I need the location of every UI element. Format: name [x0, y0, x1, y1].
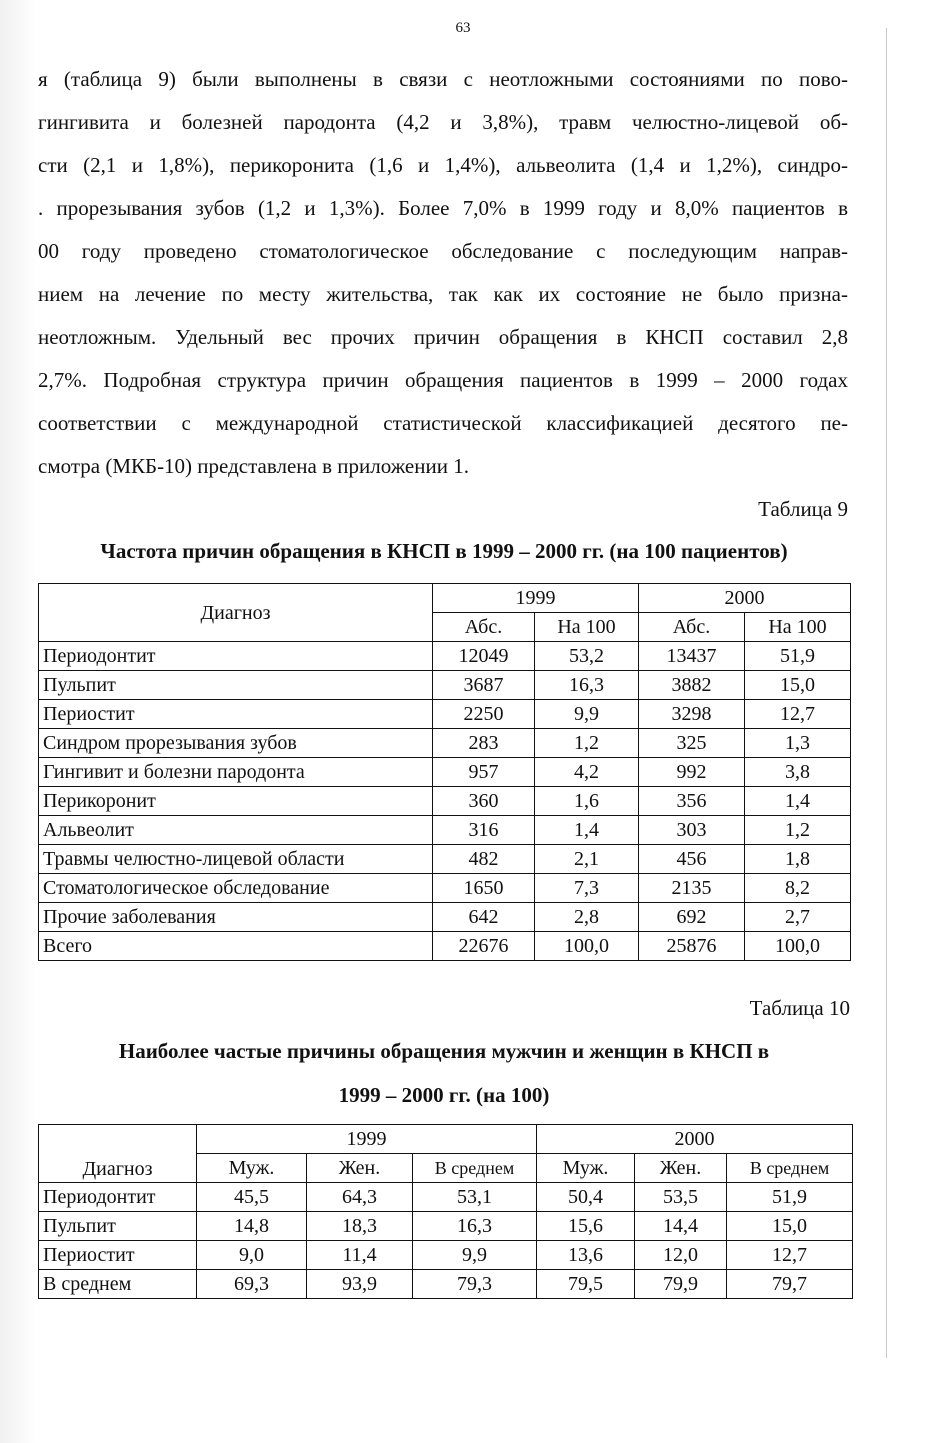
table9-diagnosis-cell: Травмы челюстно-лицевой области: [39, 845, 433, 874]
table9-value-cell: 1,2: [745, 816, 851, 845]
table10-value-cell: 14,4: [635, 1212, 727, 1241]
table9-value-cell: 3298: [639, 700, 745, 729]
table9-value-cell: 15,0: [745, 671, 851, 700]
table9-row: [39, 671, 851, 700]
table9-value-cell: 22676: [433, 932, 535, 961]
table9-value-cell: 8,2: [745, 874, 851, 903]
table9-value-cell: 316: [433, 816, 535, 845]
table9-value-cell: 25876: [639, 932, 745, 961]
table9-subheader: Абс.: [433, 613, 535, 642]
table10-year-2000: 2000: [537, 1125, 853, 1154]
scan-edge-shadow: [0, 0, 36, 1443]
table9-value-cell: 7,3: [535, 874, 639, 903]
table9-title: Частота причин обращения в КНСП в 1999 – 2000 гг. (на 100 пациентов): [100, 539, 788, 563]
table10-value-cell: 79,9: [635, 1270, 727, 1299]
table9-value-cell: 100,0: [535, 932, 639, 961]
table10-diag-header: Диагноз: [39, 1125, 197, 1183]
table10-value-cell: 51,9: [727, 1183, 853, 1212]
table10-title-line1: Наиболее частые причины обращения мужчин и женщин в КНСП в: [118, 1039, 770, 1063]
table10-value-cell: 14,8: [197, 1212, 307, 1241]
table10-value-cell: 11,4: [307, 1241, 413, 1270]
text-line: соответствии с международной статистической классификацией десятого пе-: [38, 411, 848, 435]
table9-value-cell: 642: [433, 903, 535, 932]
table9-value-cell: 692: [639, 903, 745, 932]
table9-value-cell: 1,6: [535, 787, 639, 816]
table9-row: [39, 903, 851, 932]
table10-row: [39, 1270, 853, 1299]
table10-year-1999: 1999: [197, 1125, 537, 1154]
table10-subheader: В среднем: [727, 1154, 853, 1183]
table9-diagnosis-cell: Прочие заболевания: [39, 903, 433, 932]
text-line: нием на лечение по месту жительства, так как их состояние не было призна-: [38, 282, 848, 306]
table9-diagnosis-cell: Гингивит и болезни пародонта: [39, 758, 433, 787]
table9-diagnosis-cell: Периостит: [39, 700, 433, 729]
table9-row: [39, 874, 851, 903]
table9-row: [39, 758, 851, 787]
table10-value-cell: 69,3: [197, 1270, 307, 1299]
table10-row: [39, 1241, 853, 1270]
table9-value-cell: 356: [639, 787, 745, 816]
table10-diagnosis-cell: Пульпит: [39, 1212, 197, 1241]
table10-subheader: Жен.: [635, 1154, 727, 1183]
table9-value-cell: 456: [639, 845, 745, 874]
table10-header-row: [39, 1125, 853, 1154]
table9-year-2000: 2000: [639, 584, 851, 613]
text-line: 2,7%. Подробная структура причин обращения пациентов в 1999 – 2000 годах: [38, 368, 848, 392]
table9-value-cell: 16,3: [535, 671, 639, 700]
scan-margin-line: [886, 28, 887, 1358]
table10-value-cell: 12,0: [635, 1241, 727, 1270]
table9-value-cell: 360: [433, 787, 535, 816]
table9-label: Таблица 9: [758, 497, 848, 521]
table9-diagnosis-cell: Пульпит: [39, 671, 433, 700]
table10-value-cell: 79,3: [413, 1270, 537, 1299]
table9-row: [39, 700, 851, 729]
table9-value-cell: 53,2: [535, 642, 639, 671]
table10-subheader: Муж.: [537, 1154, 635, 1183]
table9-value-cell: 13437: [639, 642, 745, 671]
table10-value-cell: 13,6: [537, 1241, 635, 1270]
table9-value-cell: 100,0: [745, 932, 851, 961]
table9-diagnosis-cell: Всего: [39, 932, 433, 961]
table9-row: [39, 787, 851, 816]
text-line: я (таблица 9) были выполнены в связи с неотложными состояниями по пово-: [38, 67, 848, 91]
table9-value-cell: 482: [433, 845, 535, 874]
table9-value-cell: 1,4: [745, 787, 851, 816]
table10: [38, 1124, 853, 1299]
table10-value-cell: 53,5: [635, 1183, 727, 1212]
table9-year-1999: 1999: [433, 584, 639, 613]
table9-subheader: На 100: [535, 613, 639, 642]
table10-diagnosis-cell: Периодонтит: [39, 1183, 197, 1212]
table9-value-cell: 957: [433, 758, 535, 787]
table9-value-cell: 51,9: [745, 642, 851, 671]
table10-diagnosis-cell: В среднем: [39, 1270, 197, 1299]
table10-value-cell: 12,7: [727, 1241, 853, 1270]
text-line: . прорезывания зубов (1,2 и 1,3%). Более 7,0% в 1999 году и 8,0% пациентов в: [38, 196, 848, 220]
text-line: гингивита и болезней пародонта (4,2 и 3,8%), травм челюстно-лицевой об-: [38, 110, 848, 134]
table10-value-cell: 50,4: [537, 1183, 635, 1212]
table9-row: [39, 932, 851, 961]
table9-value-cell: 12,7: [745, 700, 851, 729]
table9-diagnosis-cell: Альвеолит: [39, 816, 433, 845]
table9-value-cell: 3687: [433, 671, 535, 700]
table9-value-cell: 992: [639, 758, 745, 787]
table9-value-cell: 2250: [433, 700, 535, 729]
page-number: 63: [455, 20, 471, 36]
table9-row: [39, 729, 851, 758]
table9-value-cell: 1650: [433, 874, 535, 903]
table10-value-cell: 93,9: [307, 1270, 413, 1299]
table9-diagnosis-cell: Стоматологическое обследование: [39, 874, 433, 903]
table9-body: [39, 642, 851, 961]
table9-value-cell: 325: [639, 729, 745, 758]
table9-diagnosis-cell: Перикоронит: [39, 787, 433, 816]
table10-value-cell: 15,6: [537, 1212, 635, 1241]
table9-value-cell: 1,3: [745, 729, 851, 758]
text-line: смотра (МКБ-10) представлена в приложении 1.: [38, 454, 469, 478]
table9-value-cell: 2,1: [535, 845, 639, 874]
table9-row: [39, 642, 851, 671]
body-paragraph: [38, 58, 848, 488]
table10-value-cell: 9,9: [413, 1241, 537, 1270]
table10-value-cell: 79,5: [537, 1270, 635, 1299]
table9-subheader: На 100: [745, 613, 851, 642]
table9-diagnosis-cell: Синдром прорезывания зубов: [39, 729, 433, 758]
table9: [38, 583, 851, 961]
table10-value-cell: 45,5: [197, 1183, 307, 1212]
table10-label: Таблица 10: [749, 996, 850, 1020]
table10-row: [39, 1183, 853, 1212]
table9-value-cell: 12049: [433, 642, 535, 671]
table10-row: [39, 1212, 853, 1241]
table10-value-cell: 64,3: [307, 1183, 413, 1212]
table10-subheader: В среднем: [413, 1154, 537, 1183]
text-line: 00 году проведено стоматологическое обследование с последующим направ-: [38, 239, 848, 263]
table9-value-cell: 1,8: [745, 845, 851, 874]
table9-value-cell: 3,8: [745, 758, 851, 787]
table9-value-cell: 303: [639, 816, 745, 845]
table10-value-cell: 53,1: [413, 1183, 537, 1212]
table9-value-cell: 1,4: [535, 816, 639, 845]
table9-value-cell: 283: [433, 729, 535, 758]
table9-value-cell: 4,2: [535, 758, 639, 787]
table9-value-cell: 1,2: [535, 729, 639, 758]
table10-value-cell: 16,3: [413, 1212, 537, 1241]
table9-diag-header: Диагноз: [39, 584, 433, 642]
table9-diagnosis-cell: Периодонтит: [39, 642, 433, 671]
table9-value-cell: 2,8: [535, 903, 639, 932]
table10-body: [39, 1183, 853, 1299]
table10-value-cell: 9,0: [197, 1241, 307, 1270]
text-line: неотложным. Удельный вес прочих причин обращения в КНСП составил 2,8: [38, 325, 848, 349]
table10-title-line2: 1999 – 2000 гг. (на 100): [338, 1083, 550, 1107]
table9-value-cell: 9,9: [535, 700, 639, 729]
table9-row: [39, 816, 851, 845]
table9-value-cell: 2135: [639, 874, 745, 903]
table9-row: [39, 845, 851, 874]
table10-value-cell: 15,0: [727, 1212, 853, 1241]
table9-value-cell: 3882: [639, 671, 745, 700]
table10-subheader: Муж.: [197, 1154, 307, 1183]
table10-subheader: Жен.: [307, 1154, 413, 1183]
text-line: сти (2,1 и 1,8%), перикоронита (1,6 и 1,4%), альвеолита (1,4 и 1,2%), синдро-: [38, 153, 848, 177]
table9-value-cell: 2,7: [745, 903, 851, 932]
table10-value-cell: 79,7: [727, 1270, 853, 1299]
table9-subheader: Абс.: [639, 613, 745, 642]
table10-diagnosis-cell: Периостит: [39, 1241, 197, 1270]
table9-header-row: [39, 584, 851, 613]
table10-value-cell: 18,3: [307, 1212, 413, 1241]
